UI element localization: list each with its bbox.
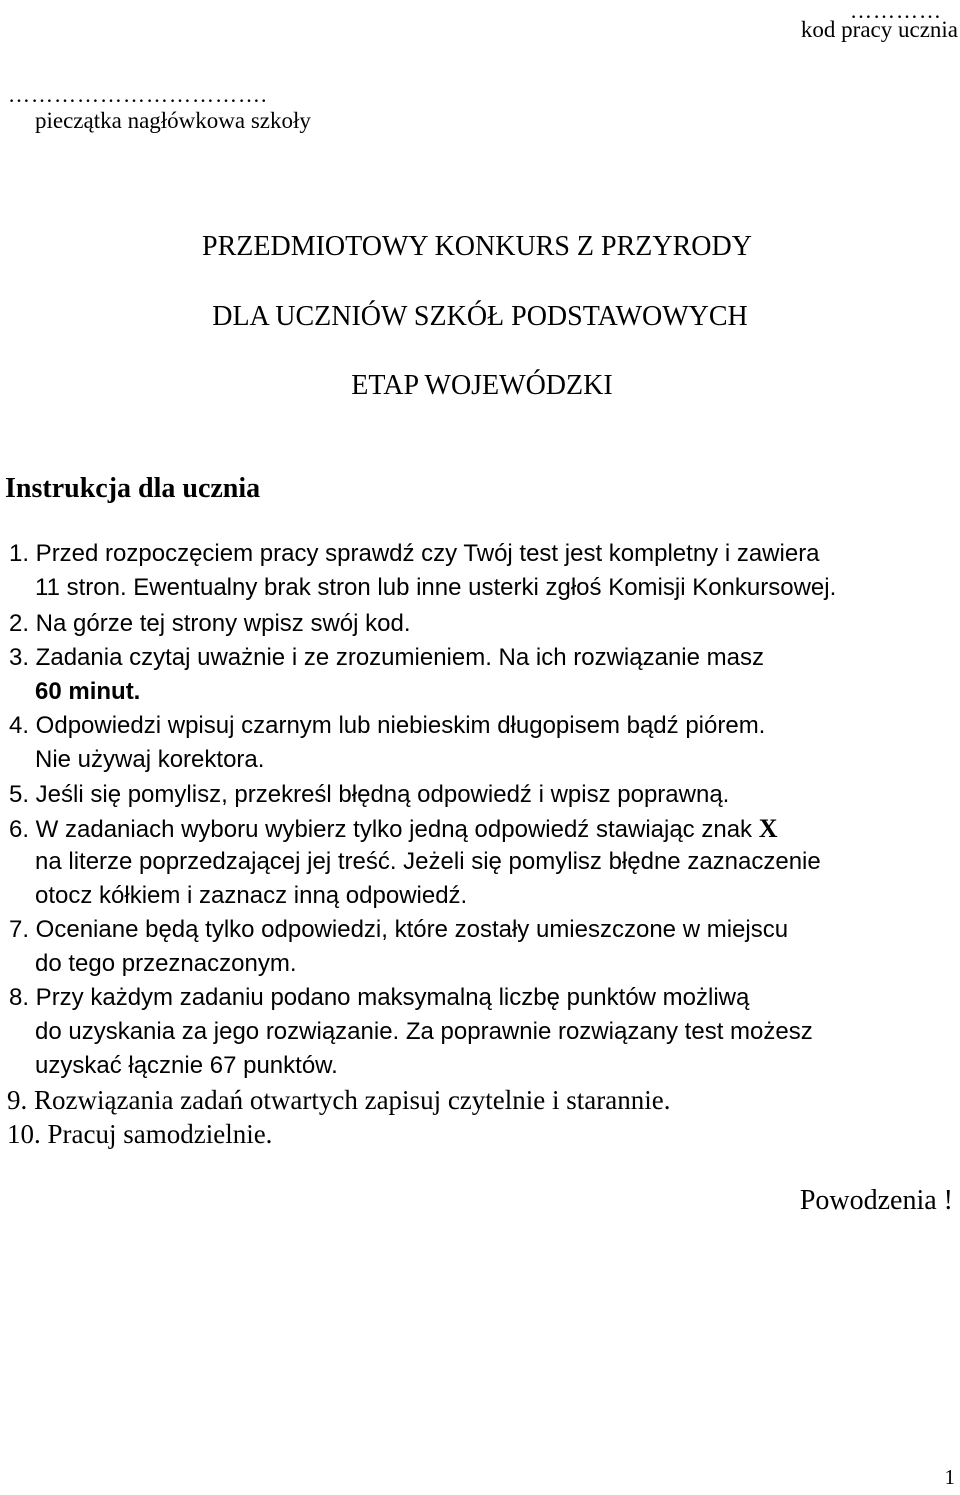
stamp-label: pieczątka nagłówkowa szkoły <box>35 108 311 133</box>
item-7-line-1: 7. Oceniane będą tylko odpowiedzi, które zostały umieszczone w miejscu <box>9 916 789 943</box>
item-6-x-mark: X <box>758 814 778 843</box>
item-10: 10. Pracuj samodzielnie. <box>7 1119 273 1149</box>
item-3-line-1: 3. Zadania czytaj uważnie i ze zrozumieniem. Na ich rozwiązanie masz <box>9 644 764 671</box>
item-5: 5. Jeśli się pomylisz, przekreśl błędną odpowiedź i wpisz poprawną. <box>9 781 730 808</box>
item-8-line-1: 8. Przy każdym zadaniu podano maksymalną liczbę punktów możliwą <box>9 984 750 1011</box>
item-6-line-3: otocz kółkiem i zaznacz inną odpowiedź. <box>35 882 468 909</box>
item-6-line-2: na literze poprzedzającej jej treść. Jeżeli się pomylisz błędne zaznaczenie <box>35 848 821 875</box>
closing-wish: Powodzenia ! <box>799 1185 953 1216</box>
item-1-line-2: 11 stron. Ewentualny brak stron lub inne usterki zgłoś Komisji Konkursowej. <box>35 574 837 601</box>
item-8-line-2: do uzyskania za jego rozwiązanie. Za poprawnie rozwiązany test możesz <box>35 1018 813 1045</box>
title-line-3: ETAP WOJEWÓDZKI <box>351 370 613 401</box>
item-7-line-2: do tego przeznaczonym. <box>35 950 297 977</box>
item-1-line-1: 1. Przed rozpoczęciem pracy sprawdź czy Twój test jest kompletny i zawiera <box>9 540 820 567</box>
page-number: 1 <box>944 1465 955 1489</box>
code-dots: ………… <box>850 0 942 23</box>
stamp-dots: ……………………………. <box>8 82 268 107</box>
title-line-2: DLA UCZNIÓW SZKÓŁ PODSTAWOWYCH <box>212 301 748 332</box>
item-3-line-2: 60 minut. <box>35 678 141 705</box>
item-8-line-3: uzyskać łącznie 67 punktów. <box>35 1052 338 1079</box>
code-label: kod pracy ucznia <box>800 17 958 42</box>
item-4-line-2: Nie używaj korektora. <box>35 746 265 773</box>
item-6-line-1 <box>9 816 778 842</box>
item-9: 9. Rozwiązania zadań otwartych zapisuj czytelnie i starannie. <box>7 1085 671 1115</box>
title-line-1: PRZEDMIOTOWY KONKURS Z PRZYRODY <box>202 231 752 262</box>
instructions-heading: Instrukcja dla ucznia <box>5 473 261 504</box>
item-4-line-1: 4. Odpowiedzi wpisuj czarnym lub niebieskim długopisem bądź piórem. <box>9 712 766 739</box>
item-2: 2. Na górze tej strony wpisz swój kod. <box>9 610 411 637</box>
item-6-text: 6. W zadaniach wyboru wybierz tylko jedną odpowiedź stawiając znak <box>9 816 759 843</box>
